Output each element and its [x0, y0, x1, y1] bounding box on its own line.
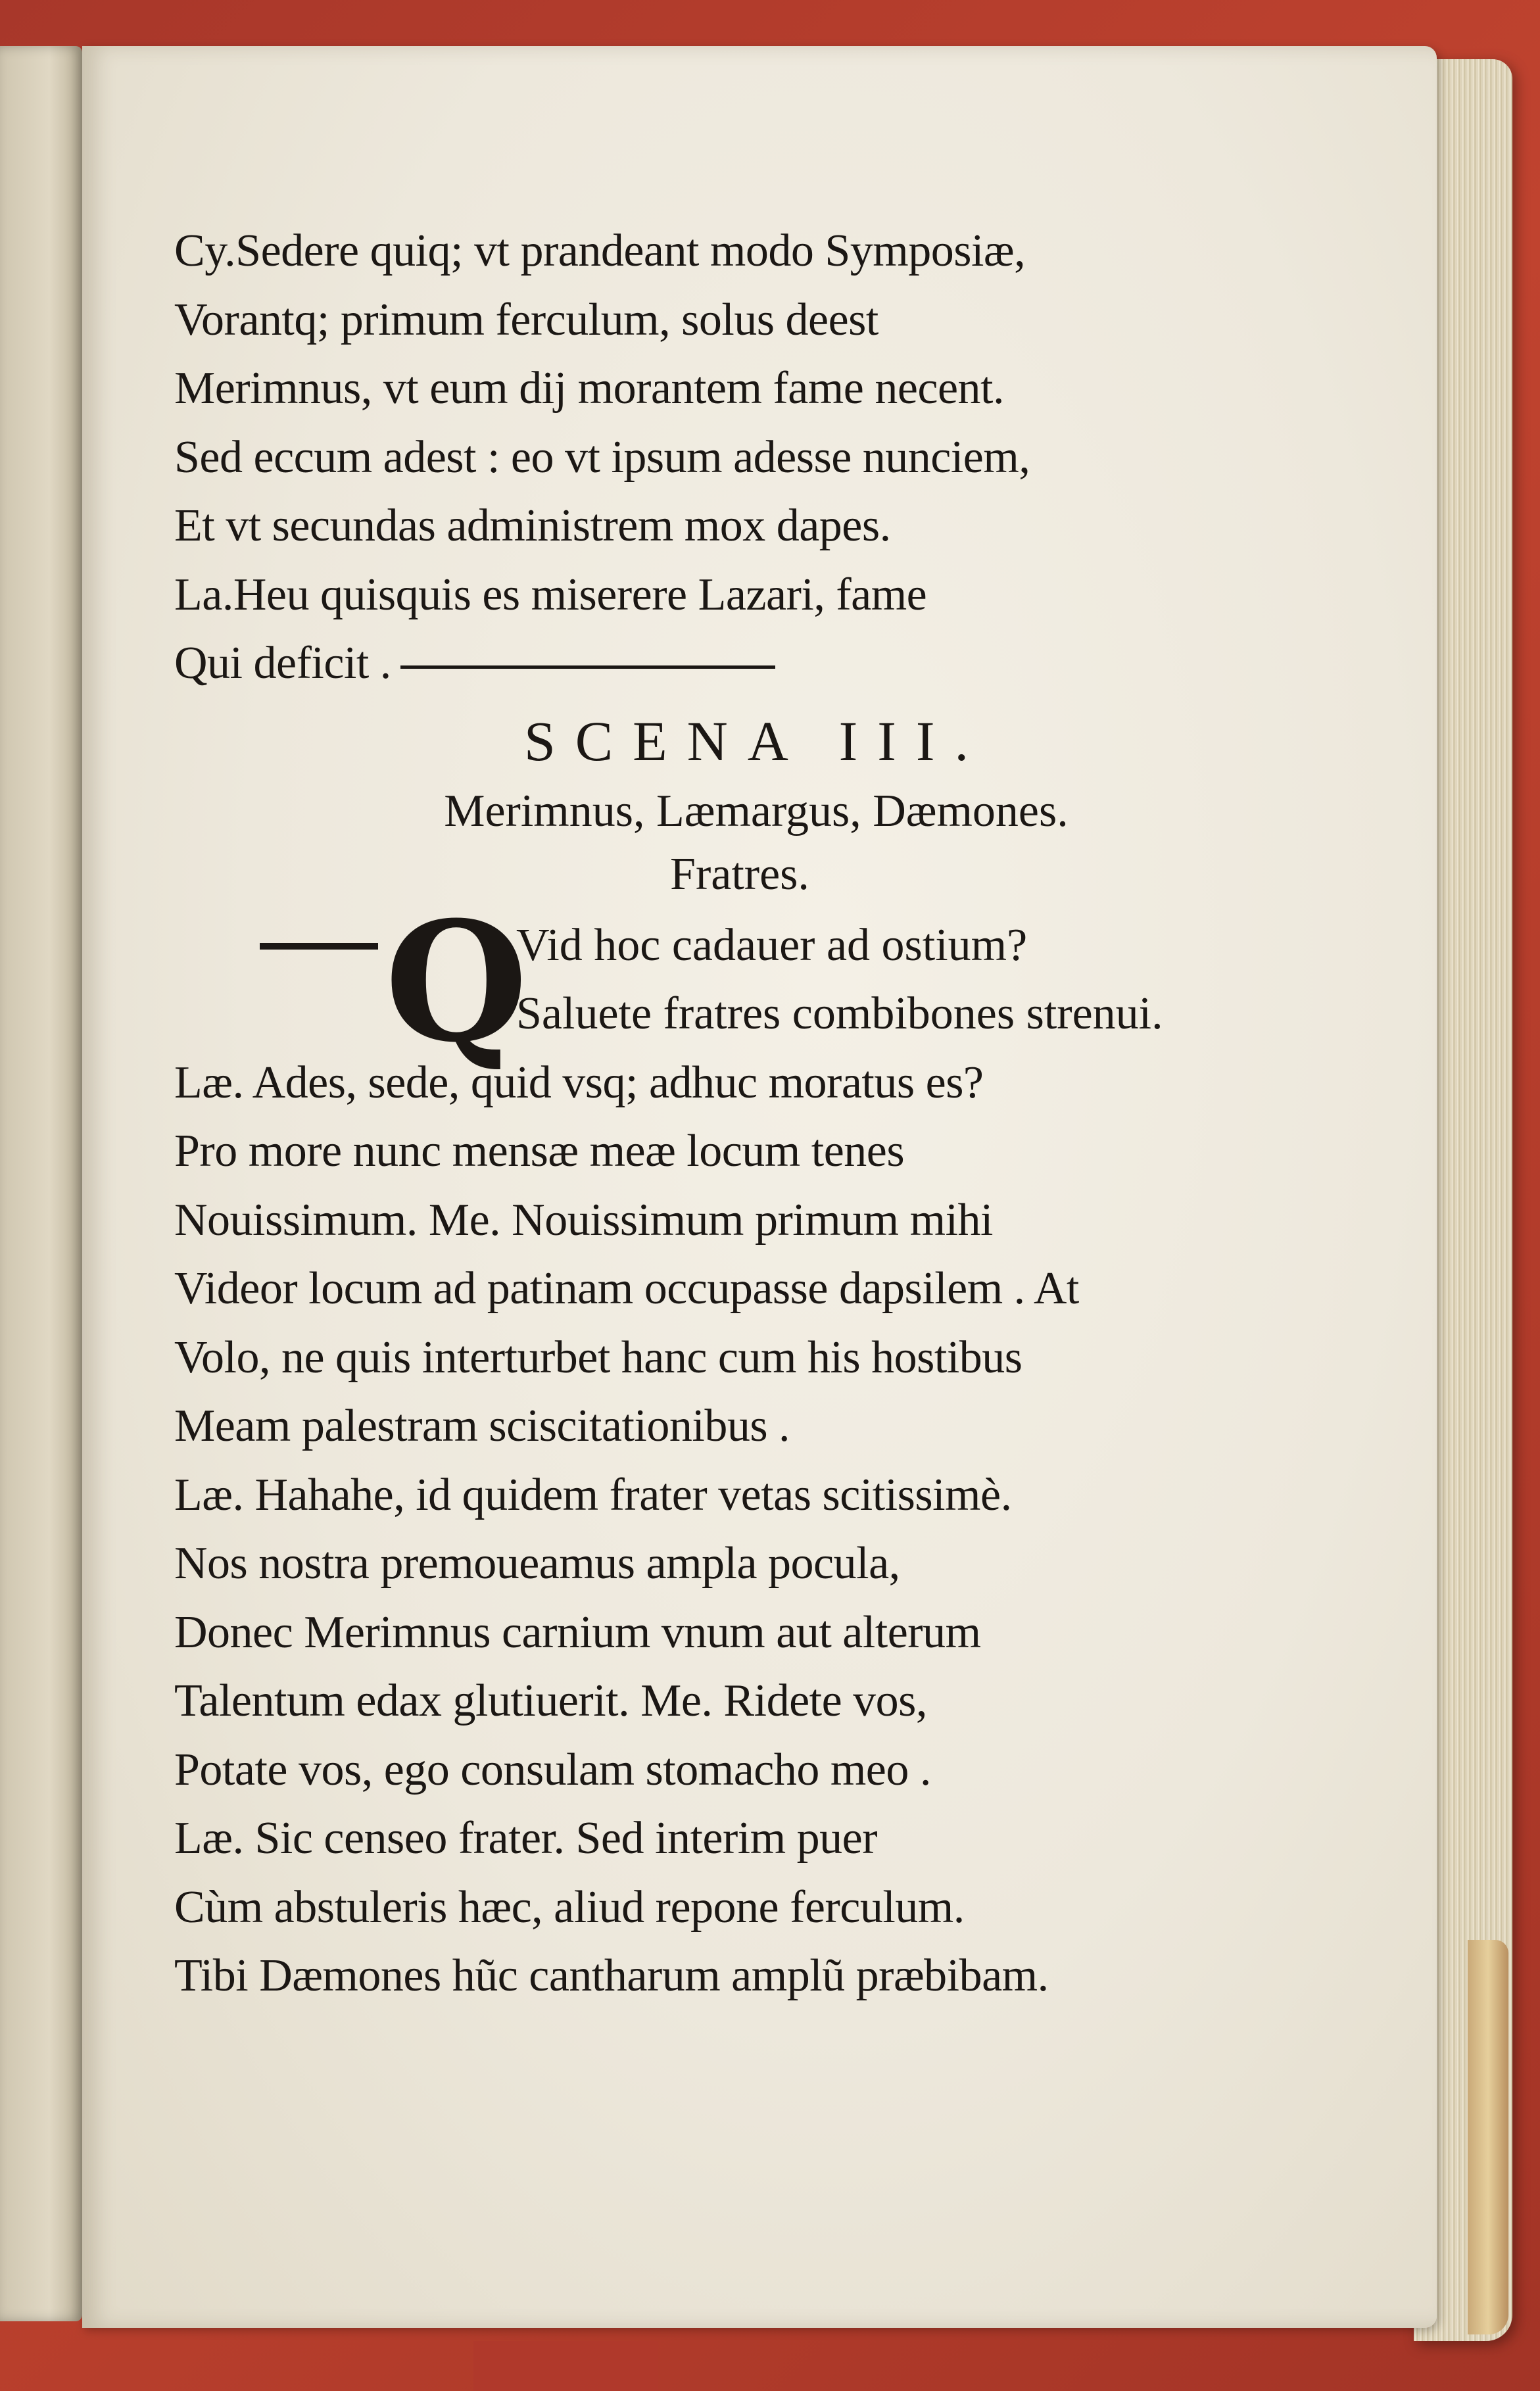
scene-heading: SCENA III.: [523, 709, 989, 773]
page-text: [174, 217, 1279, 2011]
scene-speakers: Merimnus, Læmargus, Dæmones.: [444, 785, 1069, 836]
text-line: Vorantq; primum ferculum, solus deest: [174, 294, 878, 345]
text-line: Meam palestram sciscitationibus .: [174, 1401, 790, 1451]
text-line: Donec Merimnus carnium vnum aut alterum: [174, 1606, 981, 1658]
dropcap-block: [174, 884, 1279, 1078]
text-line: Qui deficit .: [174, 638, 391, 688]
text-line: Talentum edax glutiuerit. Me. Ridete vos,: [174, 1676, 927, 1726]
text-line: Pro more nunc mensæ meæ locum tenes: [174, 1126, 905, 1176]
drop-capital: Q: [385, 884, 528, 1078]
text-line: Potate vos, ego consulam stomacho meo .: [174, 1744, 931, 1795]
facing-page-edge: [0, 46, 82, 2321]
text-line: Et vt secundas administrem mox dapes.: [174, 500, 891, 551]
text-line: La.Heu quisquis es miserere Lazari, fame: [174, 569, 927, 620]
gilt-edge: [1468, 1940, 1508, 2334]
text-line: Læ. Hahahe, id quidem frater vetas scitissimè.: [174, 1469, 1012, 1520]
text-line: Læ. Ades, sede, quid vsq; adhuc moratus es?: [174, 1057, 984, 1108]
text-line-with-rule: [174, 629, 1279, 698]
text-line: Merimnus, vt eum dij morantem fame necent.: [174, 363, 1004, 414]
text-line: Videor locum ad patinam occupasse dapsilem . At: [174, 1263, 1079, 1314]
text-line: Nouissimum. Me. Nouissimum primum mihi: [174, 1194, 993, 1245]
section-rule: [400, 665, 775, 669]
text-line: Tibi Dæmones hũc cantharum amplũ præbibam.: [174, 1950, 1049, 2001]
text-line: Volo, ne quis interturbet hanc cum his hostibus: [174, 1332, 1023, 1383]
text-line: Vid hoc cadauer ad ostium?: [516, 919, 1028, 971]
speaker-dash: [260, 943, 378, 950]
text-line: Saluete fratres combibones strenui.: [516, 988, 1163, 1039]
scene-speakers-continued: Fratres.: [670, 848, 809, 900]
text-line: Cùm abstuleris hæc, aliud repone ferculum.: [174, 1881, 965, 1933]
text-line: Læ. Sic censeo frater. Sed interim puer: [174, 1813, 878, 1864]
text-line: Sed eccum adest : eo vt ipsum adesse nunciem,: [174, 431, 1030, 483]
bottom-tab: [473, 2341, 658, 2391]
text-line: Cy.Sedere quiq; vt prandeant modo Symposiæ,: [174, 226, 1026, 276]
book-page: [82, 46, 1437, 2328]
text-line: Nos nostra premoueamus ampla pocula,: [174, 1538, 900, 1589]
